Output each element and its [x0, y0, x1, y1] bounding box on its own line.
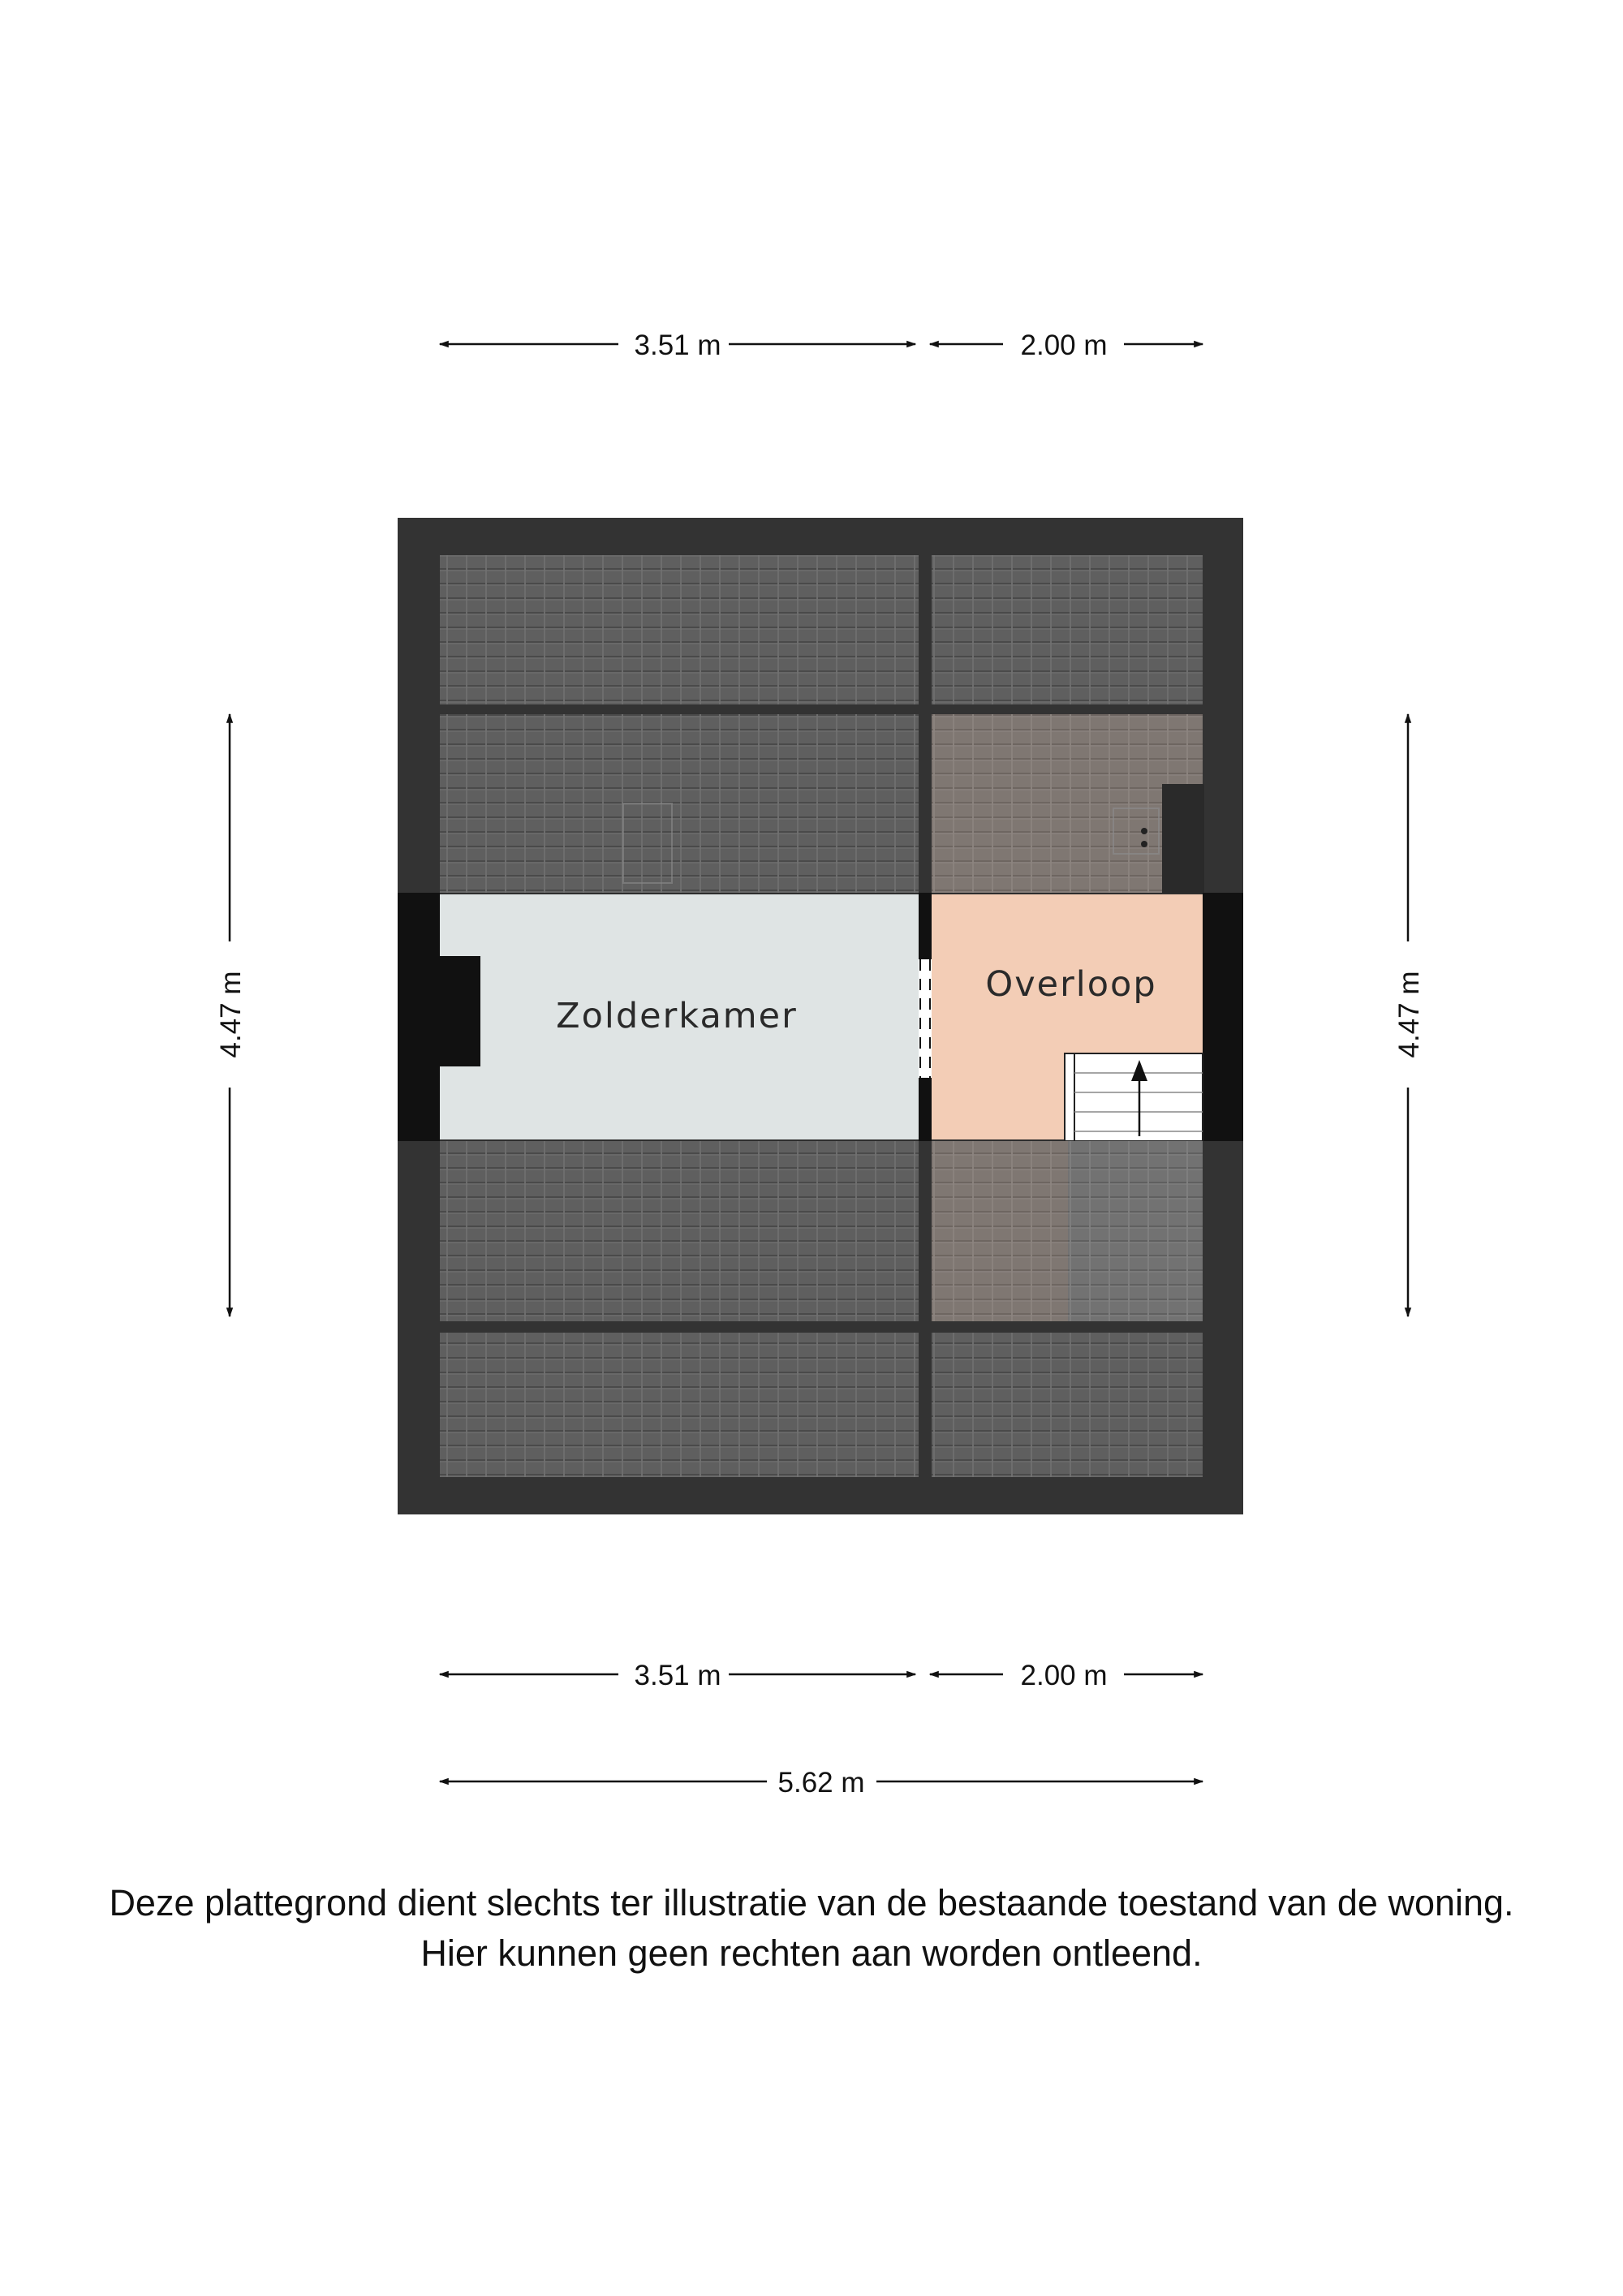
room-label-zolderkamer: Zolderkamer — [556, 996, 798, 1036]
staircase — [1065, 1053, 1203, 1141]
building — [398, 518, 1243, 1514]
top-dimensions — [440, 330, 1203, 361]
room-label-overloop: Overloop — [985, 964, 1157, 1005]
chimney-block — [438, 956, 480, 1066]
disclaimer-line-1: Deze plattegrond dient slechts ter illustratie van de bestaande toestand van de woning. — [109, 1882, 1514, 1923]
dim-bottom-total-label: 5.62 m — [777, 1767, 865, 1798]
roof-bottom — [398, 1141, 1243, 1514]
dim-bottom-right-label: 2.00 m — [1020, 1660, 1108, 1691]
dim-top-right-label: 2.00 m — [1020, 330, 1108, 361]
dim-left-height-label: 4.47 m — [215, 971, 247, 1058]
dim-bottom-left-label: 3.51 m — [634, 1660, 721, 1691]
dim-top-left-label: 3.51 m — [634, 330, 721, 361]
bottom-dimensions — [440, 1660, 1203, 1798]
dim-right-height-label: 4.47 m — [1393, 971, 1425, 1058]
wall-left — [398, 893, 440, 1141]
roof-top — [398, 518, 1243, 893]
disclaimer-line-2: Hier kunnen geen rechten aan worden ontleend. — [420, 1932, 1203, 1974]
wall-right — [1203, 893, 1243, 1141]
